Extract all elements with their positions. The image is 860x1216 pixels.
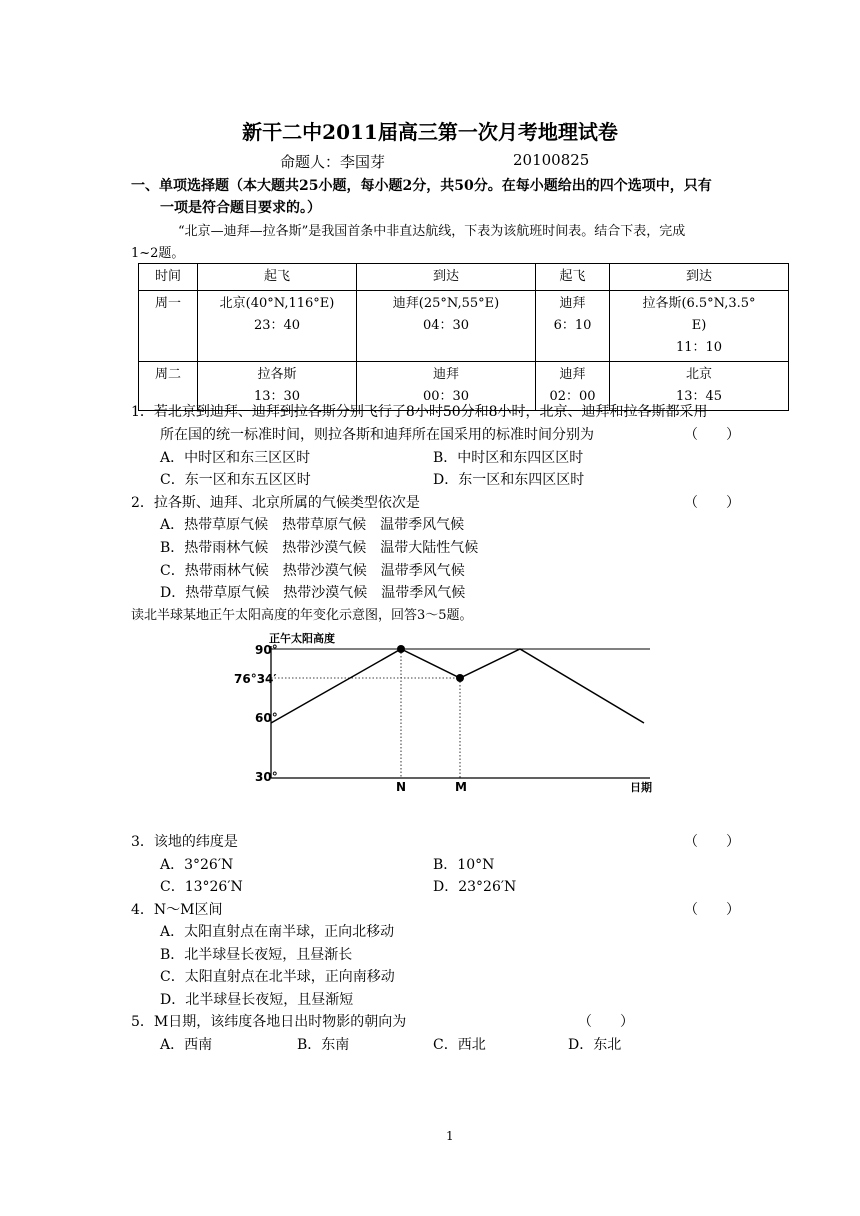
option-b: B．东南 [297,1037,350,1053]
option-c: C．热带雨林气候 热带沙漠气候 温带季风气候 [160,563,465,579]
option-a: A．热带草原气候 热带草原气候 温带季风气候 [160,517,465,533]
ytick-60: 60° [255,711,278,725]
cell-line: 北京 [685,367,712,382]
ytick-30: 30° [255,770,278,784]
option-d: D．热带草原气候 热带沙漠气候 温带季风气候 [160,585,466,601]
question-4-stem: 4．N～M区间 [131,902,223,918]
cell-line: 13：45 [675,389,723,404]
option-b: B．热带雨林气候 热带沙漠气候 温带大陆性气候 [160,540,479,556]
option-d: D．北半球昼长夜短，且昼渐短 [160,992,354,1008]
cell-line: 04：30 [422,318,470,333]
xaxis-label: 日期 [630,781,652,794]
table-cell [610,291,789,362]
day-cell: 周一 [139,291,198,362]
cell-line: 13：30 [253,389,301,404]
author-line: 命题人：李国芽 [280,153,386,171]
question-3-stem: 3．该地的纬度是 [131,834,238,850]
cell-line: E) [691,318,707,333]
solar-altitude-figure [225,628,665,798]
altitude-curve [271,649,644,723]
header-cell: 时间 [139,264,198,291]
day-cell: 周二 [139,362,198,411]
figure-ylabel: 正午太阳高度 [269,632,335,645]
xtick-m: M [455,780,467,794]
option-c: C．西北 [433,1037,486,1053]
ytick-76-34: 76°34′ [234,672,277,686]
table-cell [357,291,536,362]
page-title: 新干二中2011届高三第一次月考地理试卷 [242,120,618,144]
answer-blank: （ ） [684,902,740,918]
cell-line: 拉各斯(6.5°N,3.5° [642,296,756,311]
cell-line: 迪拜 [559,296,586,311]
flight-schedule-table [138,263,789,411]
table-cell [536,291,610,362]
question-2-stem: 2．拉各斯、迪拜、北京所属的气候类型依次是 [131,495,420,511]
cell-line: 00：30 [422,389,470,404]
header-cell: 到达 [610,264,789,291]
question-5-stem: 5．M日期，该纬度各地日出时物影的朝向为 [131,1014,407,1030]
cell-line: 迪拜(25°N,55°E) [392,296,500,311]
option-c: C．太阳直射点在北半球，正向南移动 [160,969,395,985]
table-row [139,291,789,362]
option-b: B．10°N [433,857,495,873]
point-m [456,674,464,682]
option-b: B．北半球昼长夜短，且昼渐长 [160,947,353,963]
table-header-row [139,264,789,291]
table-cell [198,291,357,362]
option-a: A．中时区和东三区区时 [160,450,311,466]
answer-blank: （ ） [684,495,740,511]
page-number: 1 [446,1129,454,1143]
answer-blank: （ ） [578,1014,634,1030]
cell-line: 迪拜 [432,367,459,382]
option-a: A．太阳直射点在南半球，正向北移动 [160,924,395,940]
exam-date: 20100825 [513,151,590,169]
answer-blank: （ ） [684,834,740,850]
cell-line: 02：00 [549,389,596,404]
option-d: D．东北 [568,1037,622,1053]
option-a: A．西南 [160,1037,213,1053]
cell-line: 23：40 [253,318,301,333]
figure-intro: 读北半球某地正午太阳高度的年变化示意图，回答3～5题。 [131,608,473,623]
option-a: A．3°26′N [160,857,234,873]
question-1-stem: 1．若北京到迪拜、迪拜到拉各斯分别飞行了8小时50分和8小时，北京、迪拜和拉各斯都采用 [131,404,708,420]
header-cell: 起飞 [536,264,610,291]
intro-text-cont: 1~2题。 [131,246,185,261]
option-c: C．东一区和东五区区时 [160,472,311,488]
option-d: D．东一区和东四区区时 [433,472,585,488]
cell-line: 拉各斯 [257,367,297,382]
cell-line: 迪拜 [559,367,586,382]
option-d: D．23°26′N [433,879,517,895]
point-n [397,645,405,653]
xtick-n: N [396,780,407,794]
intro-text: “北京—迪拜—拉各斯”是我国首条中非直达航线，下表为该航班时间表。结合下表，完成 [178,224,686,239]
answer-blank: （ ） [684,427,740,443]
question-1-stem-cont: 所在国的统一标准时间，则拉各斯和迪拜所在国采用的标准时间分别为 [160,427,594,443]
header-cell: 到达 [357,264,536,291]
header-cell: 起飞 [198,264,357,291]
option-b: B．中时区和东四区区时 [433,450,584,466]
cell-line: 6：10 [553,318,592,333]
section-heading-cont: 一项是符合题目要求的。） [160,200,321,216]
cell-line: 北京(40°N,116°E) [219,296,335,311]
option-c: C．13°26′N [160,879,243,895]
cell-line: 11：10 [675,340,723,355]
section-heading: 一、单项选择题（本大题共25小题，每小题2分，共50分。在每小题给出的四个选项中，只有 [131,178,712,194]
ytick-90: 90° [255,643,278,657]
